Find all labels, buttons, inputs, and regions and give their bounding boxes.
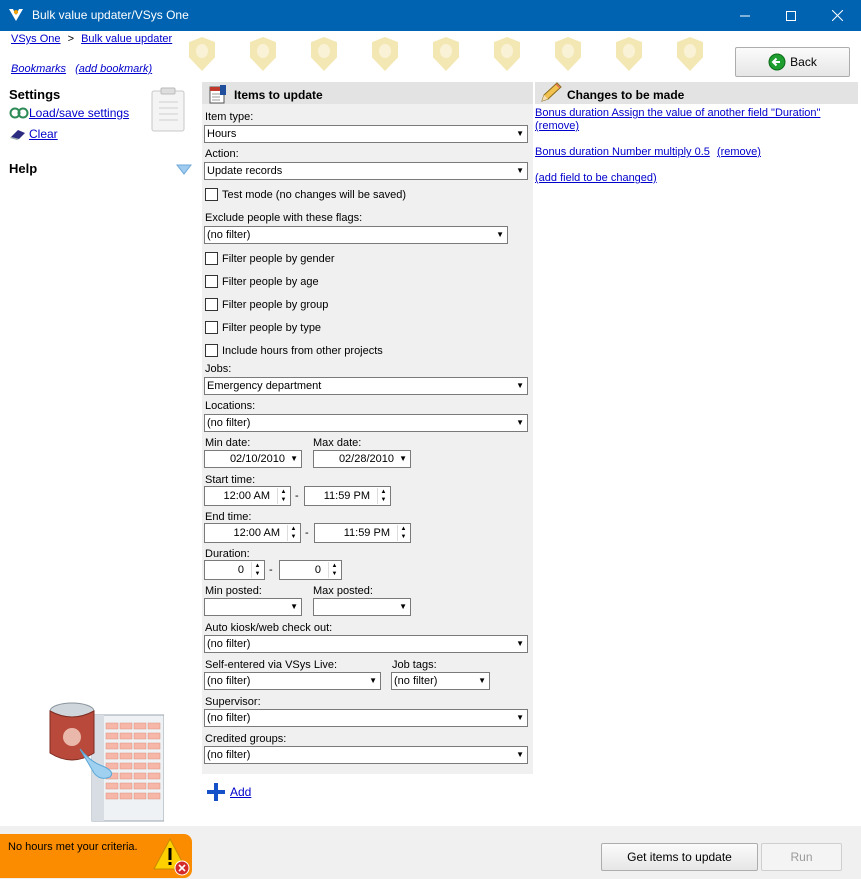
back-button[interactable] xyxy=(735,47,850,77)
records-icon xyxy=(208,84,228,104)
clear-settings[interactable] xyxy=(9,127,58,141)
run-button[interactable]: Run xyxy=(761,843,842,871)
filter-age-checkbox[interactable] xyxy=(205,275,319,288)
self-entered-label: Self-entered via VSys Live: xyxy=(205,659,338,671)
clear-link[interactable]: Clear xyxy=(29,127,58,141)
auto-kiosk-select[interactable]: (no filter) ▼ xyxy=(204,635,528,653)
changes-panel xyxy=(535,82,858,826)
max-date-label: Max date: xyxy=(313,437,362,449)
filter-type-label: Filter people by type xyxy=(222,321,322,334)
action-select[interactable]: Update records ▼ xyxy=(204,162,528,180)
min-date-label: Min date: xyxy=(205,437,251,449)
chevron-down-icon[interactable] xyxy=(176,164,192,176)
end-time-from-value: 12:00 AM xyxy=(233,527,280,539)
changes-panel-title: Changes to be made xyxy=(567,88,685,102)
change-item xyxy=(535,146,761,158)
status-notification xyxy=(0,834,192,878)
load-save-icon xyxy=(9,107,29,119)
breadcrumb-separator: > xyxy=(67,33,75,45)
spinner-arrows-icon[interactable]: ▲ ▼ xyxy=(277,488,289,504)
max-posted-label: Max posted: xyxy=(313,585,373,597)
duration-label: Duration: xyxy=(205,548,250,560)
spinner-arrows-icon[interactable]: ▲ ▼ xyxy=(328,562,340,578)
test-mode-label: Test mode (no changes will be saved) xyxy=(222,188,407,201)
title-bar xyxy=(0,0,861,31)
auto-kiosk-label: Auto kiosk/web check out: xyxy=(205,622,333,634)
start-time-from-value: 12:00 AM xyxy=(223,490,270,502)
banner-logo-tile xyxy=(181,31,221,79)
exclude-flags-label: Exclude people with these flags: xyxy=(205,212,363,224)
job-tags-select[interactable]: (no filter) ▼ xyxy=(391,672,490,690)
end-time-from-spinner[interactable] xyxy=(204,523,301,543)
change2-link[interactable]: Bonus duration Number multiply 0.5 xyxy=(535,146,710,158)
spinner-arrows-icon[interactable]: ▲ ▼ xyxy=(251,562,263,578)
start-time-from-spinner[interactable] xyxy=(204,486,291,506)
max-date-picker[interactable]: 02/28/2010 ▼ xyxy=(313,450,411,468)
banner-logo-tile xyxy=(425,31,465,79)
items-to-update-panel xyxy=(202,82,533,826)
self-entered-select[interactable]: (no filter) ▼ xyxy=(204,672,381,690)
duration-dash: - xyxy=(269,564,273,576)
back-button-label: Back xyxy=(790,55,817,69)
include-other-projects-checkbox[interactable] xyxy=(205,344,383,357)
minimize-icon xyxy=(740,11,750,21)
add-bookmark-link[interactable]: (add bookmark) xyxy=(75,63,153,75)
item-type-select[interactable]: Hours ▼ xyxy=(204,125,528,143)
bookmarks-link[interactable]: Bookmarks xyxy=(11,63,67,75)
help-heading: Help xyxy=(9,161,38,176)
bulk-update-illustration-icon xyxy=(44,697,164,825)
supervisor-label: Supervisor: xyxy=(205,696,261,708)
changes-panel-header xyxy=(535,82,858,104)
end-time-dash: - xyxy=(305,527,309,539)
change-item xyxy=(535,107,858,133)
exclude-flags-select[interactable]: (no filter) ▼ xyxy=(204,226,508,244)
include-other-projects-label: Include hours from other projects xyxy=(222,344,383,357)
end-time-to-value: 11:59 PM xyxy=(343,527,390,539)
job-tags-label: Job tags: xyxy=(392,659,437,671)
banner-logo-tile xyxy=(547,31,587,79)
eraser-icon xyxy=(9,128,27,140)
jobs-label: Jobs: xyxy=(205,363,232,375)
bookmarks-bar xyxy=(11,63,152,75)
credited-groups-label: Credited groups: xyxy=(205,733,287,745)
change1-link[interactable]: Bonus duration Assign the value of another field "Duration" xyxy=(535,107,821,119)
status-message: No hours met your criteria. xyxy=(8,841,138,853)
add-criteria-area xyxy=(202,774,533,826)
start-time-dash: - xyxy=(295,490,299,502)
banner-logo-tile xyxy=(608,31,648,79)
locations-label: Locations: xyxy=(205,400,256,412)
load-save-settings[interactable] xyxy=(9,106,129,120)
add-criteria-button[interactable] xyxy=(207,783,251,801)
warning-icon xyxy=(152,836,192,876)
filter-gender-label: Filter people by gender xyxy=(222,252,335,265)
banner-logo-tile xyxy=(303,31,343,79)
banner-logo-tile xyxy=(364,31,404,79)
filter-type-checkbox[interactable] xyxy=(205,321,321,334)
min-posted-label: Min posted: xyxy=(205,585,262,597)
duration-to-value: 0 xyxy=(314,564,321,576)
breadcrumb-home-link[interactable]: VSys One xyxy=(11,33,61,45)
window-title: Bulk value updater/VSys One xyxy=(32,8,189,22)
vsys-app-icon xyxy=(8,7,24,23)
filter-group-label: Filter people by group xyxy=(222,298,329,311)
supervisor-select[interactable]: (no filter) ▼ xyxy=(204,709,528,727)
back-arrow-icon xyxy=(768,53,786,71)
settings-heading: Settings xyxy=(9,87,61,102)
items-panel-header xyxy=(202,82,533,104)
items-panel-title: Items to update xyxy=(234,88,323,102)
breadcrumb-current-link[interactable]: Bulk value updater xyxy=(81,33,173,45)
change1-remove-link[interactable]: (remove) xyxy=(535,120,580,132)
change2-remove-link[interactable]: (remove) xyxy=(716,146,761,158)
maximize-icon xyxy=(786,11,796,21)
filter-group-checkbox[interactable] xyxy=(205,298,328,311)
banner-logo-tile xyxy=(669,31,709,79)
close-icon xyxy=(832,10,843,21)
spinner-arrows-icon[interactable]: ▲ ▼ xyxy=(377,488,389,504)
start-time-label: Start time: xyxy=(205,474,256,486)
clipboard-icon xyxy=(150,87,186,133)
banner-logo-tile xyxy=(486,31,526,79)
maximize-button[interactable] xyxy=(768,0,814,31)
load-save-settings-link[interactable]: Load/save settings xyxy=(29,106,130,120)
pencil-icon xyxy=(539,82,563,104)
min-posted-picker[interactable] xyxy=(204,598,302,616)
filter-gender-checkbox[interactable] xyxy=(205,252,335,265)
jobs-select[interactable]: Emergency department ▼ xyxy=(204,377,528,395)
min-date-picker[interactable]: 02/10/2010 ▼ xyxy=(204,450,302,468)
add-field-link[interactable]: (add field to be changed) xyxy=(535,172,657,184)
spinner-arrows-icon[interactable]: ▲ ▼ xyxy=(397,525,409,541)
breadcrumb xyxy=(11,33,172,45)
test-mode-checkbox[interactable] xyxy=(205,188,406,201)
start-time-to-spinner[interactable] xyxy=(304,486,391,506)
duration-from-value: 0 xyxy=(237,564,244,576)
add-link[interactable]: Add xyxy=(230,785,252,799)
plus-icon xyxy=(207,783,225,801)
minimize-button[interactable] xyxy=(722,0,768,31)
spinner-arrows-icon[interactable]: ▲ ▼ xyxy=(287,525,299,541)
item-type-label: Item type: xyxy=(205,111,254,123)
max-posted-picker[interactable] xyxy=(313,598,411,616)
close-button[interactable] xyxy=(814,0,860,31)
duration-to-spinner[interactable] xyxy=(279,560,342,580)
locations-select[interactable]: (no filter) ▼ xyxy=(204,414,528,432)
get-items-button[interactable]: Get items to update xyxy=(601,843,758,871)
start-time-to-value: 11:59 PM xyxy=(323,490,370,502)
banner-logo-tile xyxy=(242,31,282,79)
action-label: Action: xyxy=(205,148,239,160)
credited-groups-select[interactable]: (no filter) ▼ xyxy=(204,746,528,764)
duration-from-spinner[interactable] xyxy=(204,560,265,580)
end-time-label: End time: xyxy=(205,511,252,523)
end-time-to-spinner[interactable] xyxy=(314,523,411,543)
filter-age-label: Filter people by age xyxy=(222,275,319,288)
